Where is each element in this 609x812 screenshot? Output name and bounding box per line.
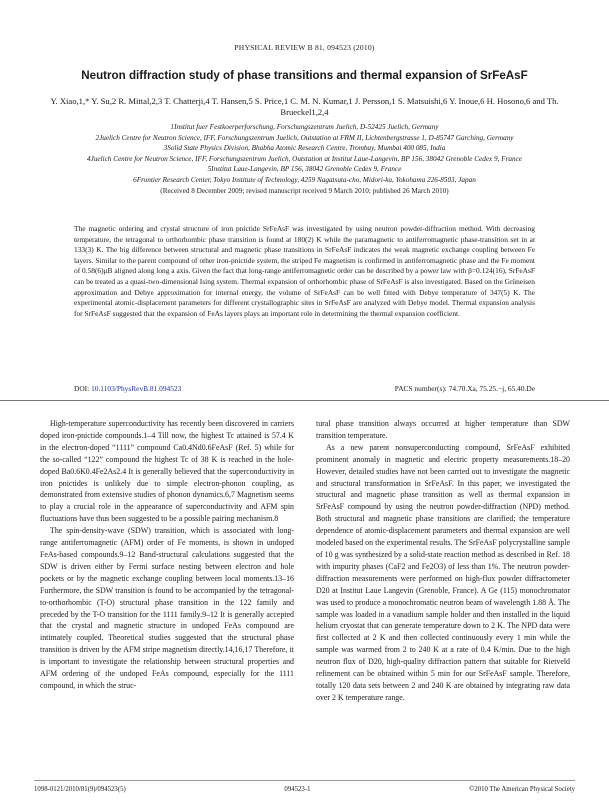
page-footer	[34, 786, 575, 793]
journal-header: PHYSICAL REVIEW B 81, 094523 (2010)	[234, 43, 375, 52]
affiliation-6: 6Frontier Research Center, Tokyo Institute of Technology, 4259 Nagatsuta-cho, Midori-ku, Yokohama 226-8503, Japan	[133, 175, 476, 184]
body-left-column	[40, 418, 294, 692]
footer-rule	[34, 780, 575, 781]
paper-title: Neutron diffraction study of phase transitions and thermal expansion of SrFeAsF	[81, 69, 528, 82]
pacs-numbers: PACS number(s): 74.70.Xa, 75.25.−j, 65.40.De	[394, 384, 535, 393]
affiliation-4: 4Juelich Centre for Neutron Science, IFF, Forschungszentrum Juelich, Outstation at Institut Laue-Langevin, BP 156, 38042 Grenoble Cedex 9, France	[87, 154, 522, 163]
footer-code: 1098-0121/2010/81(9)/094523(5)	[34, 786, 126, 793]
body-right-column	[316, 418, 570, 704]
body-paragraph: High-temperature superconductivity has recently been discovered in carriers doped iron-pnictide compounds.1–4 Till now, the highest Tc attained is 57.4 K in the electron-doped “1111” compound Ca0.4Nd0.6FeAsF (Ref. 5) while for the so-called “122” compound the highest Tc of 38 K is reached in the hole-doped Ba0.6K0.4Fe2As2.4 It is generally believed that the superconductivity in iron pnictides is unlikely due to simple electron-phonon coupling, as demonstrated from extensive studies of phonon dynamics.6,7 Magnetism seems to play a crucial role in the appearance of superconductivity and AFM spin fluctuations have thus been suggested to be a possible pairing mechanism.8	[40, 419, 294, 524]
abstract: The magnetic ordering and crystal structure of iron pnictide SrFeAsF was investigated by using neutron powder-diffraction method. With decreasing temperature, the tetragonal to orthorhombic phase transition is found at 180(2) K while the paramagnetic to antiferromagnetic phase-transition set in at 133(3) K. The big difference between structural and magnetic phase transitions in SrFeAsF indicates the weak magnetic exchange coupling between Fe layers. Similar to the parent compound of other iron-pnictide system, the striped Fe magnetism is confirmed in antiferromagnetic phase and the Fe moment of 0.58(6)μB aligned along long a axis. Given the fact that long-range antiferromagnetic order can be described by a power law with β=0.124(16), SrFeAsF can be treated as a quasi-two-dimensional Ising system. Thermal expansion of orthorhombic phase of SrFeAsF is also investigated. Based on the Grüneisen approximation and Debye approximation for internal energy, the volume of SrFeAsF can be well fitted with Debye temperature of 347(5) K. The experimental atomic-displacement parameters for different crystallographic sites in SrFeAsF are analyzed with Debye model. Thermal expansion analysis for SrFeAsF suggested that the expansion of FeAs layers plays an important role in determining the thermal expansion coefficient.	[74, 224, 535, 318]
author-list: Y. Xiao,1,* Y. Su,2 R. Mittal,2,3 T. Chatterji,4 T. Hansen,5 S. Price,1 C. M. N. Kumar,1 J. Persson,1 S. Matsuishi,6 Y. Inoue,6 H. Hosono,6 and Th. Brueckel1,2,4	[50, 96, 559, 117]
body-paragraph: tural phase transition always occurred at higher temperature than SDW transition temperature.	[316, 419, 570, 440]
body-paragraph: The spin-density-wave (SDW) transition, which is associated with long-range antiferromagnetic (AFM) order of Fe moments, is shown in undoped FeAs-based compounds.9–12 Band-structural calculations suggested that the SDW is driven either by Fermi surface nesting between electron and hole pockets or by the magnetic exchange coupling between local moments.13–16 Furthermore, the SDW transition is found to be accompanied by the tetragonal-to-orthorhombic (T-O) structural phase transition in the 122 family and preceded by the T-O transition for the 1111 family.9–12 It is generally accepted that the crystal and magnetic structure in undoped FeAs compound are intimately coupled. Theoretical studies suggested that the structural phase transition is driven by the AFM stripe magnetism directly.14,16,17 Therefore, it is important to investigate the relationship between structural properties and AFM ordering of the undoped FeAs compound, especially for the 1111 compound, in which the struc-	[40, 526, 294, 690]
affiliations	[34, 122, 575, 196]
copyright: ©2010 The American Physical Society	[469, 786, 575, 793]
body-paragraph: As a new parent nonsuperconducting compound, SrFeAsF exhibited prominent anomaly in magnetic and electric property measurements.18–20 However, detailed studies have not been carried out to investigate the magnetic and structural transformation in SrFeAsF. In this paper, we investigated the structural and magnetic phase transition as well as thermal expansion in SrFeAsF compound by using the neutron powder-diffraction (NPD) method. Both structural and magnetic phase transitions are clarified; the temperature dependence of atomic-displacement parameters and thermal expansion are well modeled based on the experimental results. The SrFeAsF polycrystalline sample of 10 g was synthesized by a solid-state reaction method as described in Ref. 18 with impurity phases (CaF2 and Fe2O3) of less than 1%. The neutron powder-diffraction measurements were performed on high-flux powder diffractometer D20 at Institut Laue Langevin (Grenoble, France). A Ge (115) monochromator was used to produce a monochromatic neutron beam of wavelength 1.88 Å. The sample was loaded in a vanadium sample holder and then installed in the liquid helium cryostat that can generate temperature down to 2 K. The NPD data were first collected at 2 K and then collected continuously every 1 min while the sample was warmed from 2 to 240 K at a rate of 0.4 K/min. Due to the high neutron flux of D20, high-quality diffraction pattern that suitable for Rietveld refinement can be obtained within 5 min for our SrFeAsF sample. Therefore, totally 120 data sets between 2 and 240 K are obtained by integrating raw data over 2 K temperature range.	[316, 442, 570, 702]
affiliation-5: 5Institut Laue-Langevin, BP 156, 38042 Grenoble Cedex 9, France	[207, 165, 402, 174]
header-rule	[0, 400, 609, 401]
doi-block	[74, 384, 181, 393]
affiliation-2: 2Juelich Centre for Neutron Science, IFF, Forschungszentrum Juelich, Outstation at FRM II, Lichtenbergstrasse 1, D-85747 Garching, Germany	[95, 133, 514, 142]
affiliation-3: 3Solid State Physics Division, Bhabha Atomic Research Centre, Trombay, Mumbai 400 085, India	[163, 144, 446, 153]
affiliation-1: 1Institut fuer Festkoerperforschung, Forschungszentrum Juelich, D-52425 Juelich, Germany	[170, 123, 439, 131]
doi-pacs-line	[74, 384, 535, 393]
page-number: 094523-1	[284, 786, 311, 793]
doi-link[interactable]: 10.1103/PhysRevB.81.094523	[91, 384, 182, 393]
doi-label: DOI:	[74, 384, 90, 393]
received-dates: (Received 8 December 2009; revised manuscript received 9 March 2010; published 26 March 2010)	[160, 186, 449, 195]
